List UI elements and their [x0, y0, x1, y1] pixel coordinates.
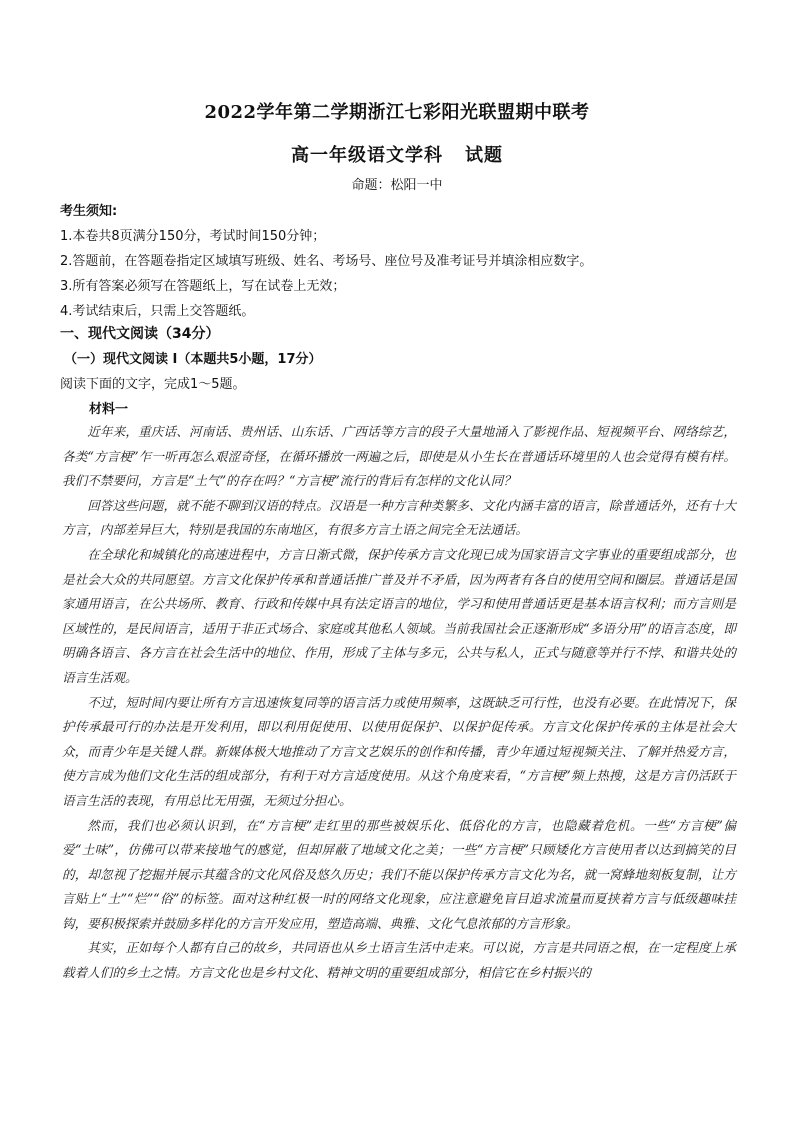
note-item: 4.考试结束后，只需上交答题纸。	[60, 304, 255, 319]
passage-paragraph: 在全球化和城镇化的高速进程中，方言日渐式微，保护传承方言文化现已成为国家语言文字事业的重要组成部分，也是社会大众的共同愿望。方言文化保护传承和普通话推广普及并不矛盾，因为两者有各自的使用空间和圈层。普通话是国家通用语言，在公共场所、教育、行政和传媒中具有法定语言的地位，学习和使用普通话更是基本语言权利；而方言则是区域性的，是民间语言，适用于非正式场合、家庭或其他私人领域。当前我国社会正逐渐形成“多语分用”的语言态度，即明确各语言、各方言在社会生活中的地位、作用，形成了主体与多元，公共与私人，正式与随意等并行不悖、和谐共处的语言生活观。	[62, 546, 736, 685]
subsection-title: （一）现代文阅读 I（本题共5小题，17分）	[64, 352, 322, 367]
reading-passage	[62, 420, 736, 986]
exam-type-label: 试题	[465, 145, 503, 166]
material-label: 材料一	[89, 402, 129, 417]
notes-heading: 考生须知:	[60, 204, 118, 219]
passage-paragraph: 不过，短时间内要让所有方言迅速恢复同等的语言活力或使用频率，这既缺乏可行性，也没有必要。在此情况下，保护传承最可行的办法是开发利用，即以利用促使用、以使用促保护、以保护促传承。方言文化保护传承的主体是社会大众，而青少年是关键人群。新媒体极大地推动了方言文艺娱乐的创作和传播，青少年通过短视频关注、了解并热爱方言，使方言成为他们文化生活的组成部分，有利于对方言适度使用。从这个角度来看，“方言梗”频上热搜，这是方言仍活跃于语言生活的表现，有用总比无用强，无须过分担心。	[62, 694, 736, 808]
passage-paragraph: 然而，我们也必须认识到，在“方言梗”走红里的那些被娱乐化、低俗化的方言，也隐藏着危机。一些“方言梗”偏爱“土味”，仿佛可以带来接地气的感觉，但却屏蔽了地域文化之美；一些“方言梗”只顾矮化方言使用者以达到搞笑的目的，却忽视了挖掘并展示其蕴含的文化风俗及悠久历史；我们不能以保护传承方言文化为名，就一窝蜂地刻板复制，让方言贴上“土”“烂”“俗”的标签。面对这种红极一时的网络文化现象，应注意避免盲目追求流量而夏挟着方言与低级趣味挂钩，要积极探索并鼓励多样化的方言开发应用，塑造高端、典雅、文化气息浓郁的方言形象。	[62, 817, 736, 931]
note-item: 3.所有答案必须写在答题纸上，写在试卷上无效；	[60, 279, 346, 294]
exam-title: 2022学年第二学期浙江七彩阳光联盟期中联考	[204, 102, 590, 123]
subject-label: 高一年级语文学科	[291, 145, 443, 166]
note-item: 1.本卷共8页满分150分，考试时间150分钟；	[60, 229, 326, 244]
exam-subtitle	[0, 141, 794, 167]
passage-paragraph: 近年来，重庆话、河南话、贵州话、山东话、广西话等方言的段子大量地涌入了影视作品、短视频平台、网络综艺，各类“方言梗”乍一听再怎么艰涩奇怪，在循环播放一两遍之后，即使是从小生长在普通话环境里的人也会觉得有模有样。我们不禁要问，方言是“土气”的存在吗？“方言梗”流行的背后有怎样的文化认同？	[62, 424, 736, 489]
reading-instruction: 阅读下面的文字，完成1～5题。	[60, 377, 246, 392]
section-title: 一、现代文阅读（34分）	[60, 326, 220, 342]
passage-paragraph: 其实，正如每个人都有自己的故乡，共同语也从乡土语言生活中走来。可以说，方言是共同语之根，在一定程度上承载着人们的乡土之情。方言文化也是乡村文化、精神文明的重要组成部分，相信它在乡村振兴的	[62, 940, 736, 981]
passage-paragraph: 回答这些问题，就不能不聊到汉语的特点。汉语是一种方言种类繁多、文化内涵丰富的语言，除普通话外，还有十大方言，内部差异巨大，特别是我国的东南地区，有很多方言土语之间完全无法通话。	[62, 497, 736, 538]
exam-author: 命题：松阳一中	[351, 178, 443, 193]
note-item: 2.答题前，在答题卷指定区域填写班级、姓名、考场号、座位号及准考证号并填涂相应数字。	[60, 254, 593, 269]
